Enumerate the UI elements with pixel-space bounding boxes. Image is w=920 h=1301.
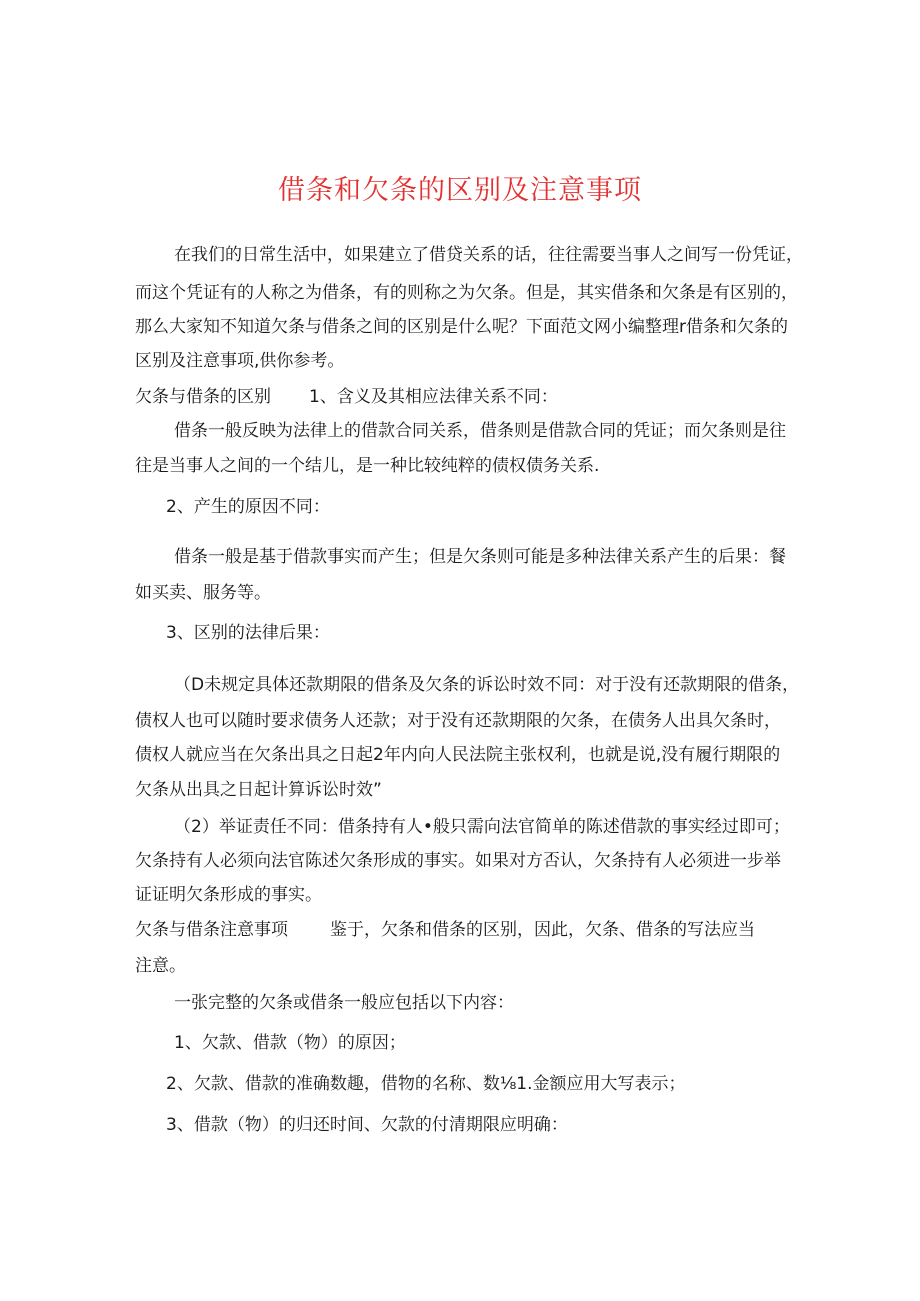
section-notes-heading: 欠条与借条注意事项 [135,920,288,940]
point-2-line-1: 借条一般是基于借款事实而产生；但是欠条则可能是多种法律关系产生的后果：餐 [174,547,786,567]
point-3-heading: 3、区别的法律后果： [166,623,330,643]
section-differences-row [135,386,558,408]
point-3-sub-2-line-3: 证证明欠条形成的事实。 [135,885,322,905]
list-item: 3、借款（物）的归还时间、欠款的付清期限应明确： [166,1115,568,1135]
section-differences-heading: 欠条与借条的区别 [135,387,271,407]
point-2-heading: 2、产生的原因不同： [166,497,330,517]
point-3-sub-1-line-2: 债权人也可以随时要求债务人还款；对于没有还款期限的欠条，在债务人出具欠条时， [135,711,781,731]
list-item: 2、欠款、借款的准确数趣，借物的名称、数⅛1.金额应用大写表示； [166,1074,686,1094]
point-3-sub-1-line-1: （D未规定具体还款期限的借条及欠条的诉讼时效不同：对于没有还款期限的借条， [174,675,800,695]
point-3-sub-2-line-1: （2）举证责任不同：借条持有人•般只需向法官简单的陈述借款的事实经过即可； [174,817,790,837]
section-notes-line-1: 鉴于，欠条和借条的区别，因此，欠条、借条的写法应当 [330,920,755,940]
section-notes-row [135,919,755,941]
point-3-sub-1-line-3: 债权人就应当在欠条出具之日起2年内向人民法院主张权利，也就是说,没有履行期限的 [135,745,781,765]
list-item: 1、欠款、借款（物）的原因； [174,1033,406,1053]
point-1-line-2: 往是当事人之间的一个结儿，是一种比较纯粹的债权债务关系. [135,456,600,476]
intro-line-3: 那么大家知不知道欠条与借条之间的区别是什么呢？下面范文网小编整理r借条和欠条的 [135,317,788,337]
point-1-heading: 1、含义及其相应法律关系不同： [309,387,558,407]
contents-intro: 一张完整的欠条或借条一般应包括以下内容： [174,993,514,1013]
intro-line-2: 而这个凭证有的人称之为借条，有的则称之为欠条。但是，其实借条和欠条是有区别的， [135,283,798,303]
point-2-line-2: 如买卖、服务等。 [135,583,271,603]
section-notes-line-2: 注意。 [135,956,186,976]
document-title: 借条和欠条的区别及注意事项 [278,175,642,206]
point-3-sub-1-line-4: 欠条从出具之日起计算诉讼时效” [135,780,382,800]
intro-line-4: 区别及注意事项,供你参考。 [135,351,345,371]
point-1-line-1: 借条一般反映为法律上的借款合同关系，借条则是借款合同的凭证；而欠条则是往 [174,421,786,441]
intro-line-1: 在我们的日常生活中，如果建立了借贷关系的话，往往需要当事人之间写一份凭证， [174,245,803,265]
point-3-sub-2-line-2: 欠条持有人必须向法官陈述欠条形成的事实。如果对方否认，欠条持有人必须进一步举 [135,851,781,871]
